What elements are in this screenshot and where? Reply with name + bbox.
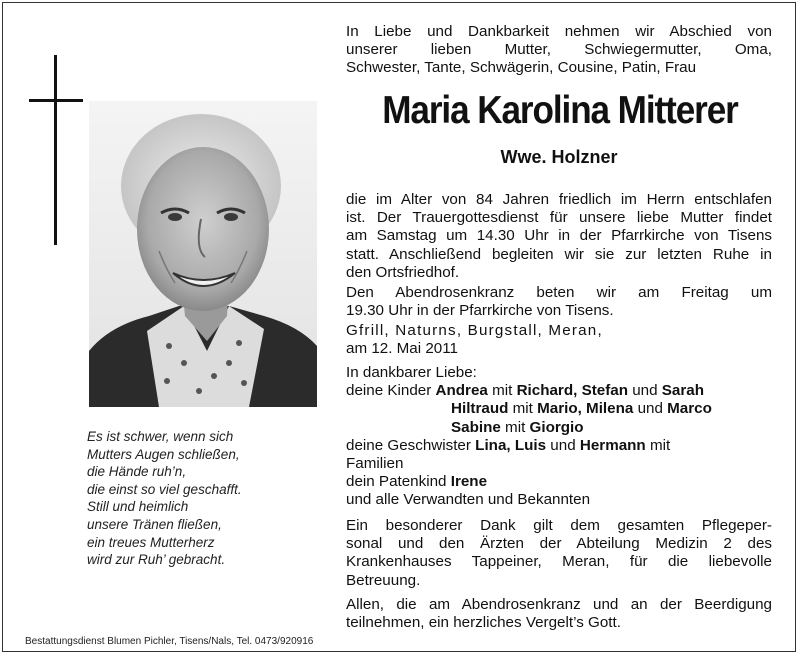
godchild-line: dein Patenkind Irene: [346, 473, 488, 491]
text-line: Krankenhauses Tappeiner, Meran, für die liebevolle: [346, 553, 772, 571]
poem-line: Es ist schwer, wenn sich: [87, 429, 234, 444]
memorial-poem: [87, 428, 327, 569]
poem-line: die einst so viel geschafft.: [87, 481, 242, 497]
siblings-line: deine Geschwister Lina, Luis und Hermann mit: [346, 436, 671, 454]
text-line: teilnehmen, ein herzliches Vergelt’s Gott.: [346, 614, 621, 632]
cross-icon: [29, 55, 83, 245]
intro-line: In Liebe und Dankbarkeit nehmen wir Abschied von: [346, 23, 772, 40]
portrait-photo: [89, 101, 317, 407]
thanks-paragraph: [346, 517, 772, 590]
mourners-heading: In dankbarer Liebe:: [346, 364, 477, 381]
poem-line: wird zur Ruh’ gebracht.: [87, 552, 226, 568]
date-line: am 12. Mai 2011: [346, 340, 458, 358]
funeral-service-credit: Bestattungsdienst Blumen Pichler, Tisens/Nals, Tel. 0473/920916: [25, 636, 314, 647]
intro-line: Schwester, Tante, Schwägerin, Cousine, Patin, Frau: [346, 59, 697, 77]
intro-text: [346, 23, 772, 78]
text-line: Ein besonderer Dank gilt dem gesamten Pflegeper-: [346, 517, 772, 534]
relatives-line: und alle Verwandten und Bekannten: [346, 491, 591, 509]
poem-line: Still und heimlich: [87, 499, 189, 515]
text-line: 19.30 Uhr in der Pfarrkirche von Tisens.: [346, 302, 614, 320]
poem-line: unsere Tränen fließen,: [87, 516, 222, 532]
obituary-notice: [2, 2, 796, 652]
text-line: Den Abendrosenkranz beten wir am Freitag um: [346, 284, 772, 301]
text-line: Allen, die am Abendrosenkranz und an der Beerdigung: [346, 596, 772, 613]
poem-line: die Hände ruh’n,: [87, 464, 187, 480]
place-and-date: [346, 322, 772, 358]
intro-line: unserer lieben Mutter, Schwiegermutter, Oma,: [346, 41, 772, 59]
deceased-name: Maria Karolina Mitterer: [382, 89, 738, 132]
text-line: die im Alter von 84 Jahren friedlich im Herrn entschlafen: [346, 191, 772, 208]
text-line: den Ortsfriedhof.: [346, 263, 460, 281]
final-thanks: [346, 596, 772, 632]
poem-line: ein treues Mutterherz: [87, 534, 215, 550]
families-line: Familien: [346, 455, 404, 473]
text-line: sonal und den Ärzten der Abteilung Medizin 2 des: [346, 535, 772, 553]
text-line: Betreuung.: [346, 571, 421, 589]
widow-name: Wwe. Holzner: [500, 147, 618, 167]
death-announcement: [346, 191, 772, 282]
rosary-announcement: [346, 284, 772, 320]
poem-line: Mutters Augen schließen,: [87, 446, 240, 462]
children-line-1: deine Kinder Andrea mit Richard, Stefan und Sarah: [346, 382, 705, 400]
text-line: ist. Der Trauergottesdienst für unsere liebe Mutter findet: [346, 209, 772, 227]
children-line-2: Hiltraud mit Mario, Milena und Marco: [451, 400, 712, 418]
children-line-3: Sabine mit Giorgio: [451, 418, 584, 436]
text-line: statt. Anschließend begleiten wir sie zur letzten Ruhe in: [346, 245, 772, 263]
mourners-list: [346, 364, 772, 510]
places-line: Gfrill, Naturns, Burgstall, Meran,: [346, 322, 603, 339]
text-line: am Samstag um 14.30 Uhr in der Pfarrkirche von Tisens: [346, 227, 772, 245]
